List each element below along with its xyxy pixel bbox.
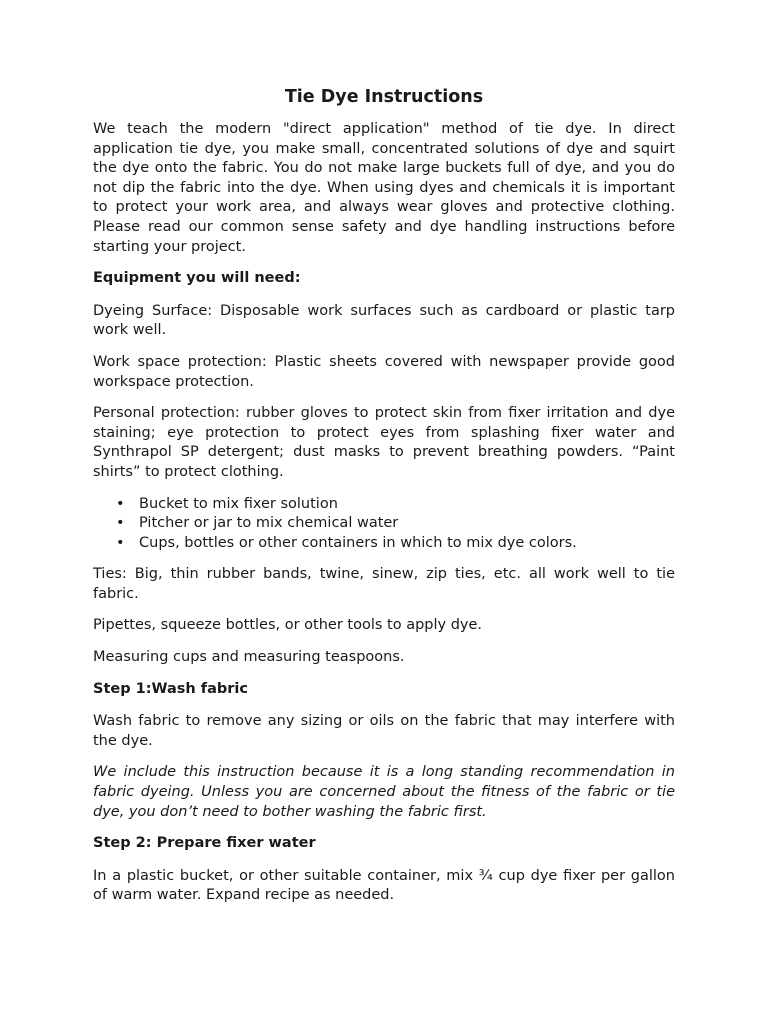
step2-paragraph: In a plastic bucket, or other suitable container, mix ¾ cup dye fixer per gallon of warm water. Expand recipe as needed. [93, 867, 675, 904]
list-item-text: Cups, bottles or other containers in which to mix dye colors. [139, 534, 577, 551]
measuring-paragraph: Measuring cups and measuring teaspoons. [93, 649, 405, 666]
work-space-paragraph: Work space protection: Plastic sheets covered with newspaper provide good workspace protection. [93, 353, 675, 390]
equipment-bullet-list [93, 495, 675, 554]
bullet-icon: • [116, 495, 125, 512]
document-title: Tie Dye Instructions [284, 87, 484, 107]
list-item [116, 514, 675, 534]
intro-paragraph: We teach the modern "direct application" method of tie dye. In direct application tie dye, you make small, concentrated solutions of dye and squirt the dye onto the fabric. You do not make large buckets full of dye, and you do not dip the fabric into the dye. When using dyes and chemicals it is important to protect your work area, and always wear gloves and protective clothing. Please read our common sense safety and dye handling instructions before starting your project. [93, 121, 675, 255]
dyeing-surface-paragraph: Dyeing Surface: Disposable work surfaces such as cardboard or plastic tarp work well. [93, 302, 675, 339]
step1-note: We include this instruction because it is a long standing recommendation in fabric dyeing. Unless you are concerned about the fitness of the fabric or tie dye, you don’t need to bother washing the fabric first. [93, 764, 675, 820]
pipettes-paragraph: Pipettes, squeeze bottles, or other tools to apply dye. [93, 617, 483, 634]
list-item [116, 495, 675, 515]
list-item-text: Pitcher or jar to mix chemical water [139, 515, 399, 532]
step1-paragraph: Wash fabric to remove any sizing or oils on the fabric that may interfere with the dye. [93, 713, 675, 749]
personal-protection-paragraph: Personal protection: rubber gloves to protect skin from fixer irritation and dye staining; eye protection to protect eyes from splashing fixer water and Synthrapol SP detergent; dust masks to prevent breathing powders. “Paint shirts” to protect clothing. [93, 405, 675, 480]
step1-heading: Step 1:Wash fabric [93, 680, 248, 697]
equipment-heading: Equipment you will need: [93, 270, 301, 287]
ties-paragraph: Ties: Big, thin rubber bands, twine, sinew, zip ties, etc. all work well to tie fabric. [93, 566, 675, 602]
list-item [116, 534, 675, 554]
step2-heading: Step 2: Prepare fixer water [93, 835, 316, 852]
bullet-icon: • [116, 515, 125, 532]
list-item-text: Bucket to mix fixer solution [139, 495, 338, 512]
bullet-icon: • [116, 534, 125, 551]
